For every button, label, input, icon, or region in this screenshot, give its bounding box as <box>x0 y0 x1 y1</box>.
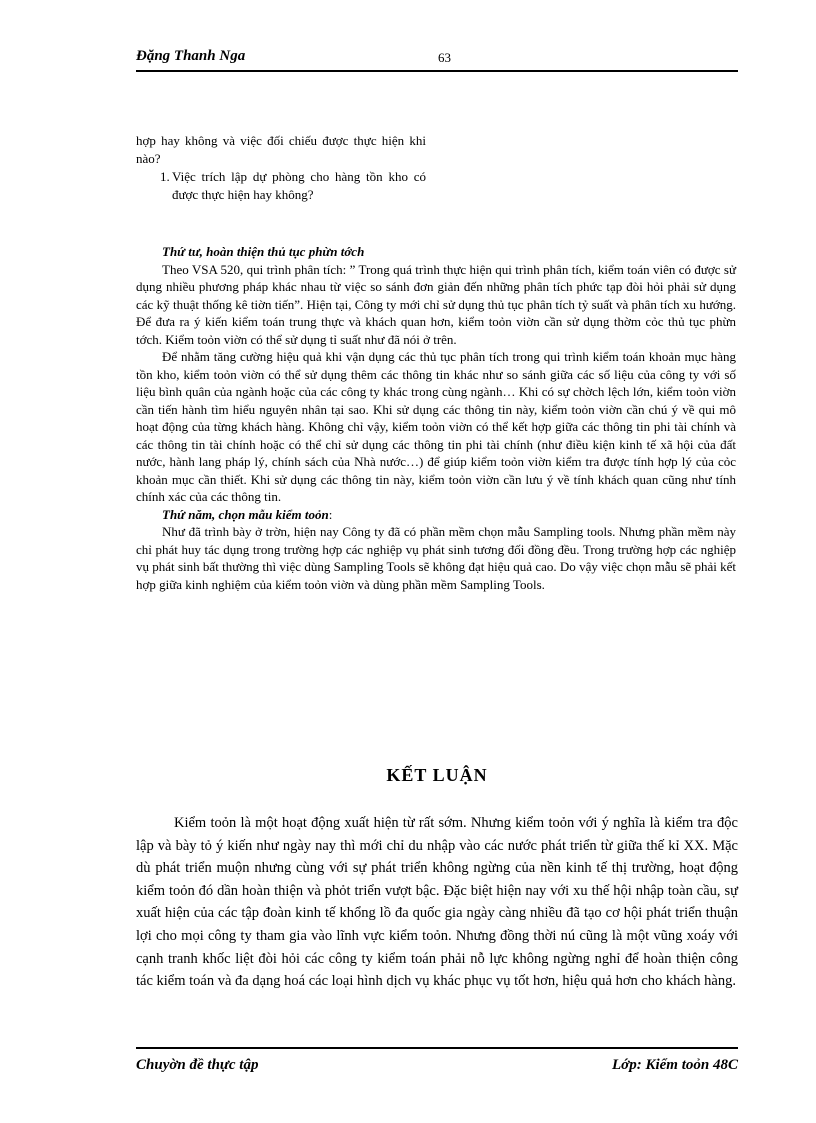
conclusion-title: KẾT LUẬN <box>386 765 488 785</box>
continuation-text: hợp hay không và việc đối chiếu được thực hiện khi nào? <box>136 133 426 166</box>
section-5-heading: Thứ năm, chọn mẫu kiểm toỏn <box>162 506 329 522</box>
footer-class-name: Lớp: Kiểm toỏn 48C <box>612 1057 738 1073</box>
section-4-paragraph-2: Để nhằm tăng cường hiệu quả khi vận dụng các thủ tục phân tích trong qui trình kiểm toán khoản mục hàng tồn kho, kiểm toỏn viờn có thể sử dụng thêm các thông tin khác như so sánh giữa các số liệu của công ty với số liệu bình quân của ngành hoặc của các công ty khác trong cùng ngành… Khi có sự chờch lệch lớn, kiểm toỏn viờn cần tiến hành tìm hiểu nguyên nhân tại sao. Khi sử dụng các thông tin này, kiểm toỏn viờn cần chú ý về qui mô hoạt động của từng khách hàng. Không chỉ vậy, kiểm toỏn viờn có thể kết hợp giữa các thông tin phi tài chính và các thông tin tài chính hoặc có thể chỉ sử dụng các thông tin phi tài chính (như điều kiện kinh tế xã hội của đất nước, hành lang pháp lý, chính sách của Nhà nước…) để giúp kiểm toỏn viờn kiểm tra được tính hợp lý của cỏc khoản mục cần thiết. Khi sử dụng các thông tin này, kiểm toỏn viờn cần lưu ý về tính khách quan cũng như tính chính xác của các thông tin. <box>136 349 736 504</box>
page-footer <box>136 1047 738 1077</box>
conclusion-block <box>136 812 738 993</box>
conclusion-paragraph: Kiểm toỏn là một hoạt động xuất hiện từ rất sớm. Nhưng kiểm toỏn với ý nghĩa là kiểm tra độc lập và bày tỏ ý kiến như ngày nay thì mới chỉ du nhập vào các nước phát triển từ giữa thế kỉ XX. Mặc dù phát triển muộn nhưng cùng với sự phát triển không ngừng của nền kinh tế thị trường, hoạt động kiểm toỏn đó dần hoàn thiện và phỏt triển vượt bậc. Đặc biệt hiện nay với xu thế hội nhập toàn cầu, sự xuất hiện của các tập đoàn kinh tế khổng lồ đa quốc gia ngày càng nhiều đã tạo cơ hội phát triển thuận lợi cho mọi công ty tham gia vào lĩnh vực kiểm toỏn. Nhưng đồng thời nú cũng là một vũng xoáy với cạnh tranh khốc liệt đòi hỏi các công ty kiểm toán phải nỗ lực không ngừng nghỉ để hoàn thiện công tác kiểm toán và đa dạng hoá các loại hình dịch vụ khác phục vụ tốt hơn, hiệu quả hơn cho khách hàng. <box>136 815 738 990</box>
section-4-paragraph-1: Theo VSA 520, qui trình phân tích: ” Trong quá trình thực hiện qui trình phân tích, kiểm toán viên có được sử dụng nhiều phương pháp khác nhau từ việc so sánh đơn giản đến những phân tích phức tạp đòi hỏi phải sử dụng các kỹ thuật thống kê tiờn tiến”. Hiện tại, Công ty mới chỉ sử dụng thủ tục phân tích tỷ suất và phân tích xu hướng. Để đưa ra ý kiến kiểm toán trung thực và khách quan hơn, kiểm toỏn viờn cần sử dụng thờm cỏc thủ tục phừn tớch. Kiểm toỏn viờn có thể sử dụng tỉ suất như đã nói ở trên. <box>136 261 736 347</box>
main-body <box>136 243 736 593</box>
list-item-text: Việc trích lập dự phòng cho hàng tồn kho có được thực hiện hay không? <box>172 169 426 202</box>
numbered-list <box>136 168 426 204</box>
section-5-paragraph-1: Như đã trình bày ở trờn, hiện nay Công ty đã có phần mềm chọn mẫu Sampling tools. Nhưng phần mềm này chỉ phát huy tác dụng trong trường hợp các nghiệp vụ phát sinh tương đối đồng đều. Trong trường hợp các nghiệp vụ phát sinh bất thường thì việc dùng Sampling Tools sẽ không đạt hiệu quả cao. Do vậy việc chọn mẫu sẽ phải kết hợp giữa kinh nghiệm của kiểm toỏn viờn và dùng phần mềm Sampling Tools. <box>136 524 736 592</box>
footer-document-type: Chuyờn đề thực tập <box>136 1057 259 1073</box>
page-number: 63 <box>438 50 451 65</box>
intro-block <box>136 132 426 204</box>
section-5-heading-line <box>136 506 736 524</box>
list-item <box>136 168 426 204</box>
section-5-heading-colon: : <box>328 506 333 522</box>
page-header <box>136 48 738 72</box>
list-item-number: 1. <box>160 169 170 184</box>
author-name: Đặng Thanh Nga <box>136 48 246 64</box>
section-4-heading: Thứ tư, hoàn thiện thủ tục phừn tớch <box>162 244 365 259</box>
